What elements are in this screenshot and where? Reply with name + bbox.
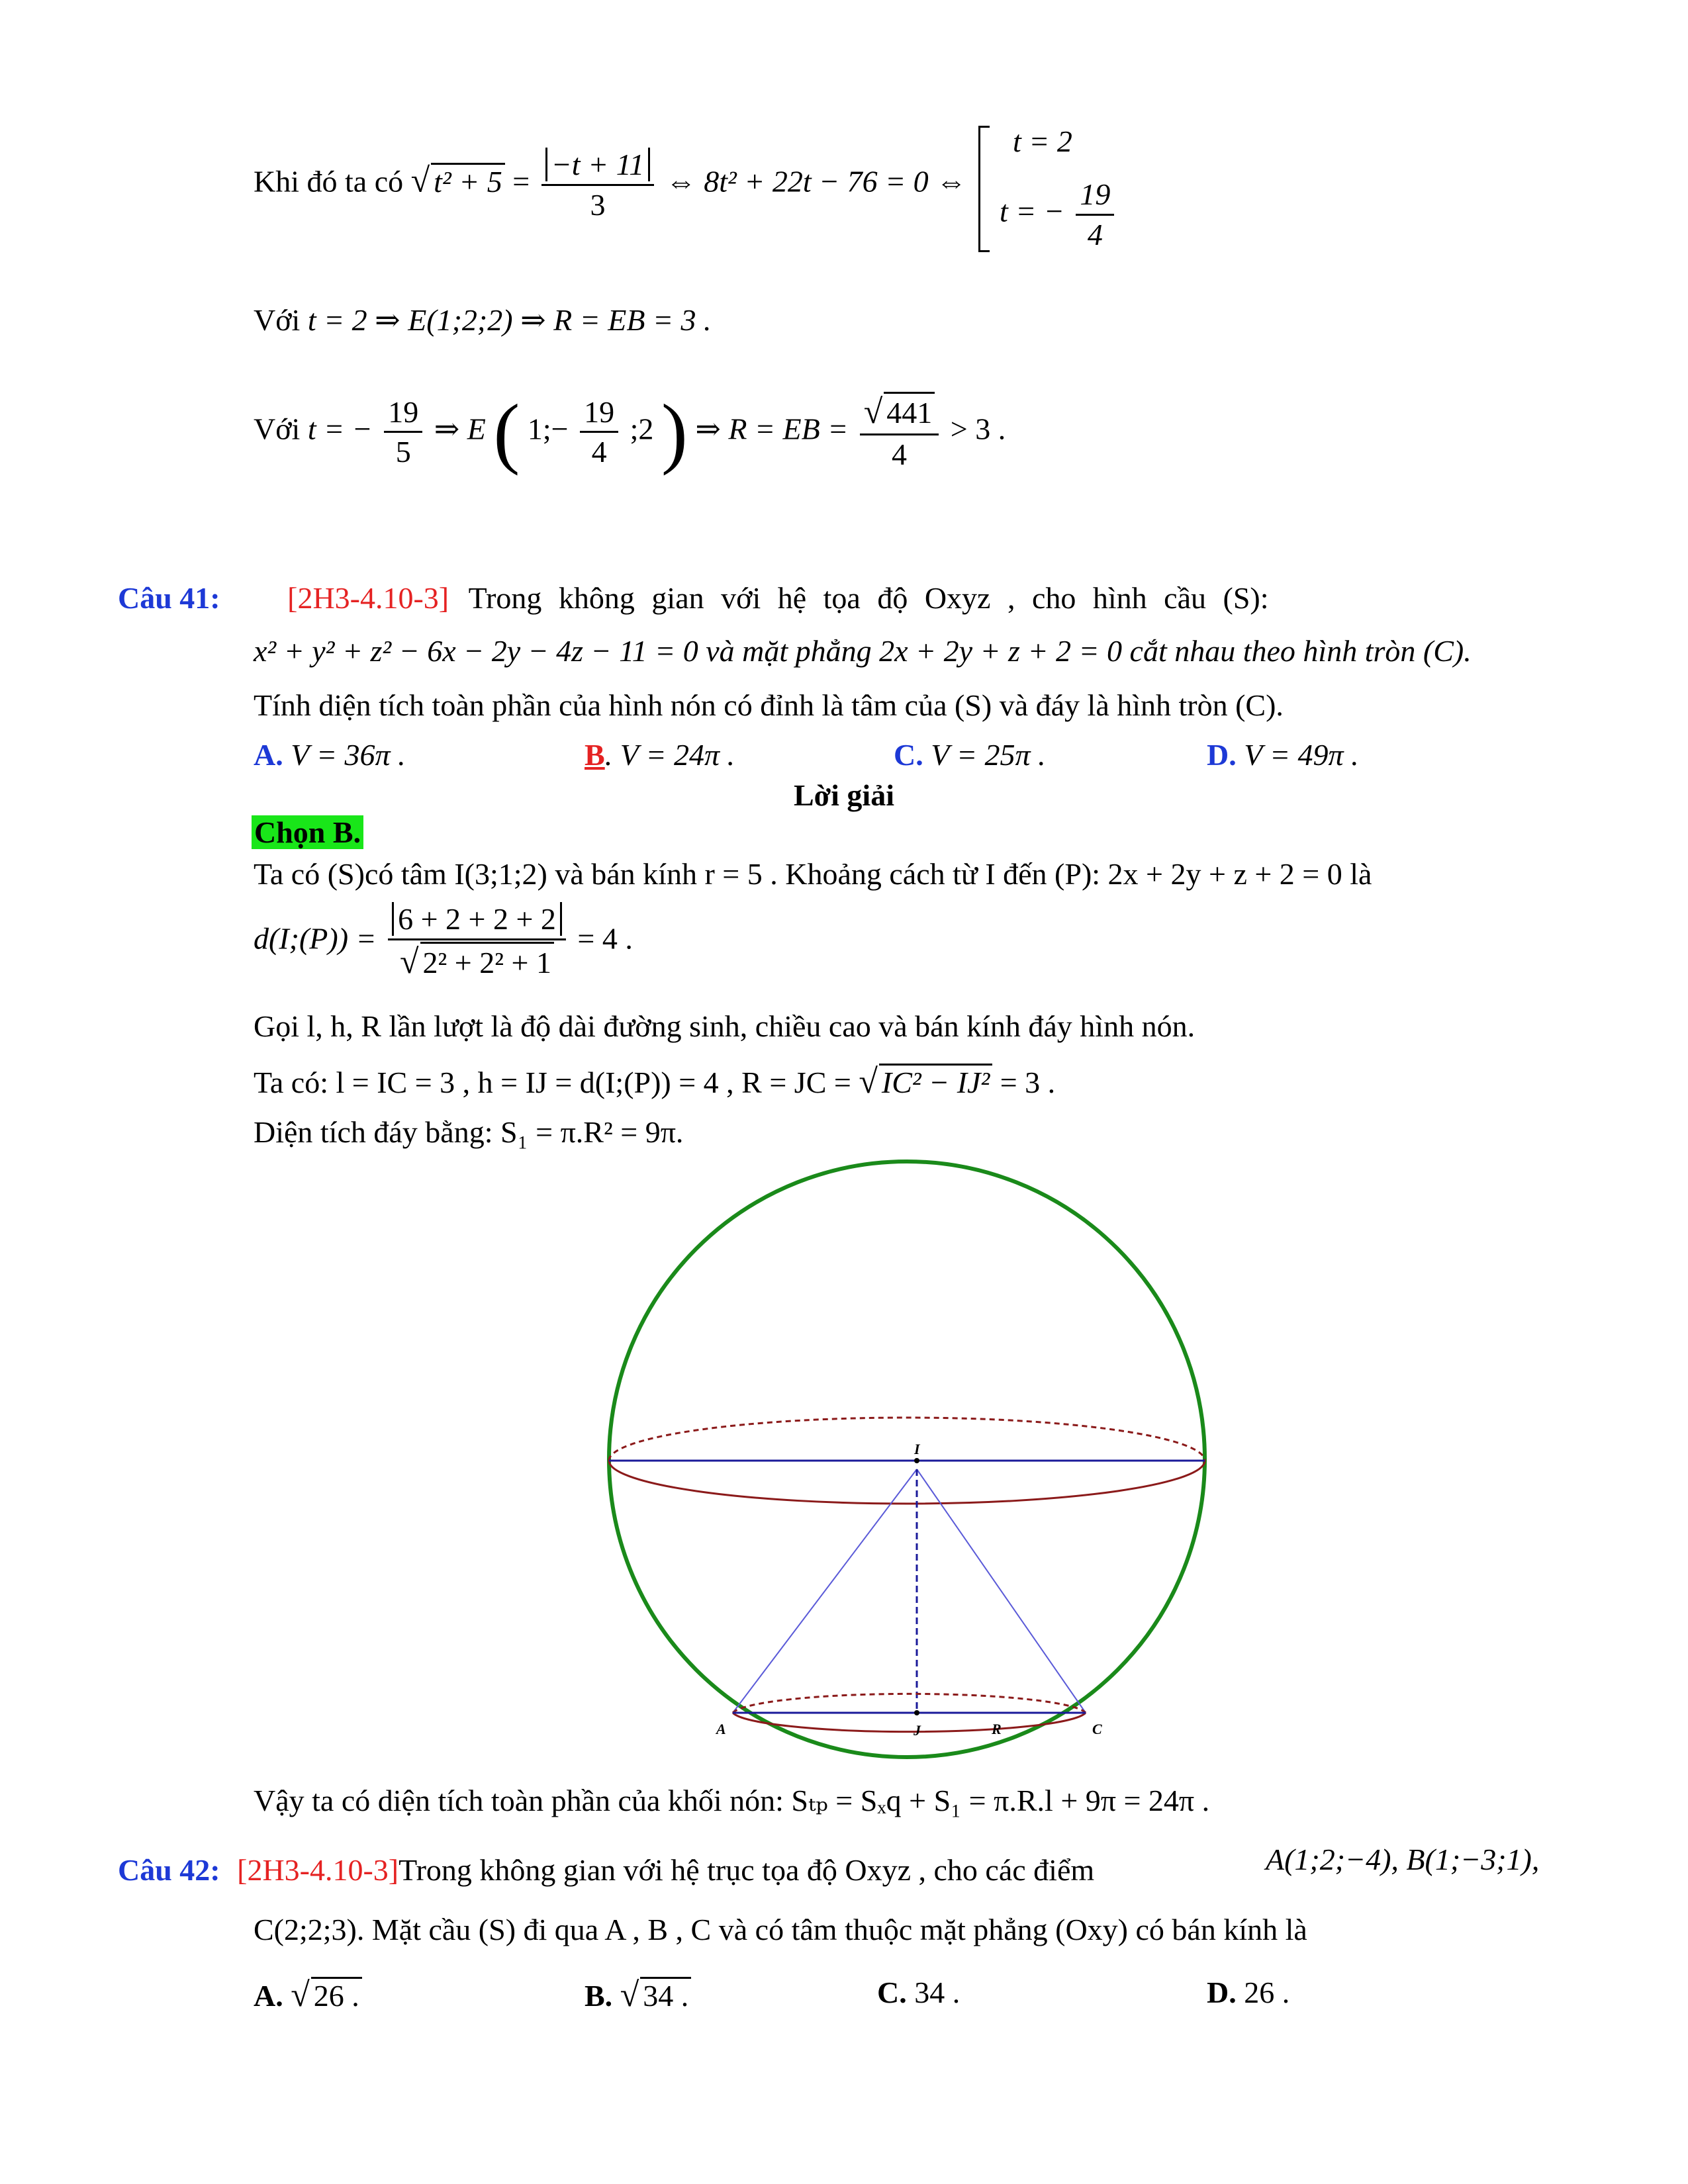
base-circle-back — [733, 1694, 1086, 1713]
numerator: 19 — [580, 393, 618, 433]
sqrt-sign: √ — [410, 161, 430, 200]
denominator: 4 — [892, 437, 907, 471]
sqrt-sign: √ — [863, 393, 883, 431]
q42-option-b — [585, 1976, 691, 2015]
fraction — [860, 390, 939, 474]
fraction — [1076, 175, 1114, 253]
equation: t = − — [307, 412, 373, 446]
q42-option-a — [254, 1976, 362, 2015]
option-text: 34 . — [914, 1976, 961, 2009]
q41-header — [118, 581, 1269, 616]
denominator: 4 — [591, 435, 607, 469]
sol-line-4 — [254, 1062, 1055, 1102]
sqrt-content: t² + 5 — [431, 163, 505, 200]
prev-line-3 — [254, 387, 1006, 476]
question-code: [2H3-4.10-3] — [287, 581, 449, 615]
sol-line-1: Ta có (S)có tâm I(3;1;2) và bán kính r = 5 . Khoảng cách từ I đến (P): 2x + 2y + z + 2 = 0 là — [254, 857, 1372, 891]
case-2 — [1000, 175, 1118, 253]
sqrt-content: 441 — [884, 392, 935, 432]
q41-line-3: Tính diện tích toàn phần của hình nón có đỉnh là tâm của (S) và đáy là hình tròn (C). — [254, 688, 1284, 722]
option-text: V = 49π . — [1244, 738, 1359, 772]
label-a: A — [716, 1721, 726, 1737]
q42-points: A(1;2;−4), B(1;−3;1), — [1266, 1843, 1540, 1876]
sol-line-2 — [254, 900, 633, 983]
label-j: J — [914, 1722, 921, 1739]
sqrt-sign: √ — [859, 1063, 878, 1101]
equation: ;2 — [630, 412, 654, 446]
q42-option-c — [877, 1976, 960, 2011]
denominator: 4 — [1087, 217, 1103, 251]
equation: ⇔ 8t² + 22t − 76 = 0 ⇔ — [665, 164, 967, 199]
q42-line-2: C(2;2;3). Mặt cầu (S) đi qua A , B , C và có tâm thuộc mặt phẳng (Oxy) có bán kính là — [254, 1913, 1307, 1946]
option-label: B. — [585, 1979, 613, 2013]
prev-line-1 — [254, 146, 966, 224]
numerator: 19 — [384, 393, 422, 433]
question-text: Trong không gian với hệ trục tọa độ Oxyz , cho các điểm — [399, 1853, 1095, 1887]
sol-line-5: Diện tích đáy bằng: S₁ = π.R² = 9π. — [254, 1115, 684, 1149]
point-i — [914, 1458, 919, 1463]
cone-edge-left — [733, 1469, 917, 1713]
equation: t = 2 ⇒ E(1;2;2) ⇒ R = EB = 3 . — [307, 303, 712, 337]
equation: Ta có: l = IC = 3 , h = IJ = d(I;(P)) = 4 , R = JC = — [254, 1066, 851, 1099]
cone-edge-right — [917, 1469, 1086, 1713]
q41-option-d — [1207, 738, 1359, 773]
q41-option-b — [585, 738, 735, 773]
case-1: t = 2 — [1013, 124, 1072, 158]
text: Khi đó ta có — [254, 164, 404, 199]
label-r: R — [992, 1721, 1002, 1737]
sqrt-sign: √ — [291, 1976, 310, 2014]
question-number: Câu 42: — [118, 1853, 220, 1887]
case-bracket — [978, 126, 990, 252]
denominator: 5 — [395, 435, 411, 469]
sqrt-content: IC² − IJ² — [879, 1064, 992, 1101]
chosen-answer — [252, 815, 363, 850]
question-text: Trong không gian với hệ tọa độ Oxyz , cho hình cầu (S): — [468, 581, 1269, 615]
equation: > 3 . — [950, 412, 1006, 446]
question-number: Câu 41: — [118, 581, 220, 615]
equation: d(I;(P)) = — [254, 921, 377, 956]
equals: = — [512, 164, 530, 199]
q41-line-2: x² + y² + z² − 6x − 2y − 4z − 11 = 0 và mặt phẳng 2x + 2y + z + 2 = 0 cắt nhau theo hình tròn (C). — [254, 634, 1472, 668]
option-label: C. — [877, 1976, 907, 2009]
label-i: I — [914, 1441, 920, 1457]
equation: ⇒ R = EB = — [695, 412, 849, 446]
chosen-badge: Chọn B. — [252, 815, 363, 849]
label-c: C — [1092, 1721, 1102, 1737]
option-text: 26 . — [311, 1977, 362, 2014]
text: Với — [254, 303, 301, 337]
denominator: 3 — [590, 187, 606, 222]
equation: = 4 . — [577, 921, 633, 956]
option-label: B — [585, 738, 605, 772]
q41-option-c — [894, 738, 1046, 773]
fraction — [541, 146, 654, 224]
left-paren: ( — [493, 387, 520, 476]
equation: = 3 . — [1000, 1066, 1056, 1099]
text: t = − — [1000, 194, 1064, 228]
question-code: [2H3-4.10-3] — [237, 1853, 399, 1887]
equation: ⇒ E — [434, 412, 486, 446]
fraction — [580, 393, 618, 471]
numerator: 19 — [1076, 175, 1114, 216]
option-label: A. — [254, 738, 283, 772]
option-label: C. — [894, 738, 923, 772]
sol-line-3: Gọi l, h, R lần lượt là độ dài đường sinh, chiều cao và bán kính đáy hình nón. — [254, 1009, 1196, 1043]
option-label: D. — [1207, 738, 1237, 772]
option-label: A. — [254, 1979, 283, 2013]
option-text: . V = 24π . — [604, 738, 735, 772]
denominator: 2² + 2² + 1 — [420, 942, 554, 982]
sqrt-sign: √ — [620, 1976, 639, 2014]
text: Với — [254, 412, 301, 446]
solution-title: Lời giải — [794, 778, 894, 812]
sqrt-sign: √ — [399, 942, 419, 981]
sol-line-6: Vậy ta có diện tích toàn phần của khối nón: Sₜₚ = Sₓq + S₁ = π.R.l + 9π = 24π . — [254, 1784, 1210, 1817]
q42-header — [118, 1853, 1094, 1888]
option-text: 26 . — [1244, 1976, 1290, 2009]
great-circle-back — [609, 1418, 1205, 1461]
prev-line-2 — [254, 303, 712, 338]
option-text: 34 . — [640, 1977, 691, 2014]
option-text: V = 36π . — [291, 738, 406, 772]
sphere-cone-figure — [596, 1152, 1218, 1774]
equation: 1;− — [527, 412, 569, 446]
fraction — [388, 900, 566, 983]
sphere-outline — [609, 1161, 1205, 1757]
right-paren: ) — [661, 387, 688, 476]
option-text: V = 25π . — [931, 738, 1046, 772]
q41-option-a — [254, 738, 406, 773]
numerator: −t + 11 — [545, 148, 650, 181]
option-label: D. — [1207, 1976, 1237, 2009]
numerator: 6 + 2 + 2 + 2 — [392, 902, 562, 936]
fraction — [384, 393, 422, 471]
q42-option-d — [1207, 1976, 1289, 2011]
point-j — [914, 1710, 919, 1715]
